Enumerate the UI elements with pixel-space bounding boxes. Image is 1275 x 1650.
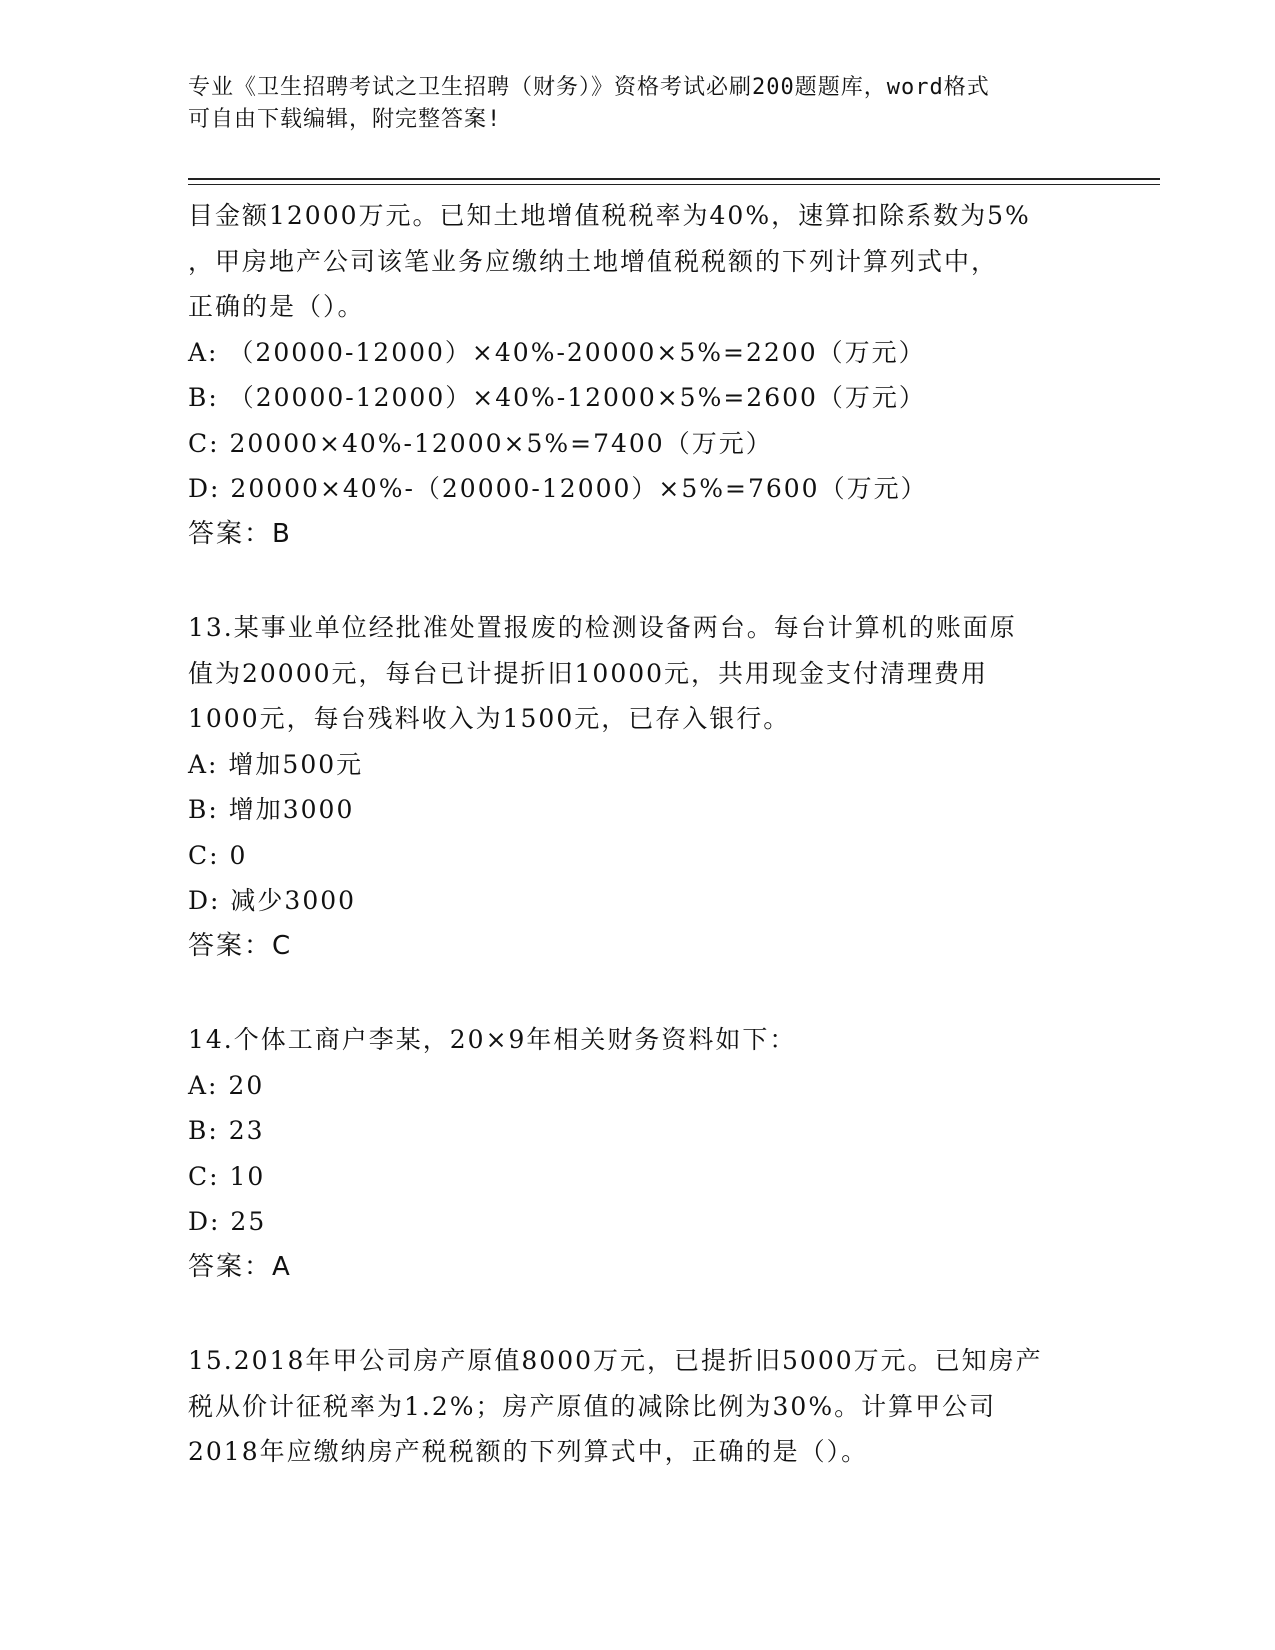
header-divider-thin <box>188 184 1160 185</box>
option-c: C: 10 <box>188 1161 266 1191</box>
question-stem-line: 2018年应缴纳房产税税额的下列算式中，正确的是（）。 <box>188 1437 869 1466</box>
question-stem-line: 值为20000元，每台已计提折旧10000元，共用现金支付清理费用 <box>188 658 989 688</box>
question-list <box>188 193 1088 1475</box>
option-a: A: 20 <box>188 1070 265 1100</box>
question-stem-line: 15.2018年甲公司房产原值8000万元，已提折旧5000万元。已知房产 <box>188 1346 1043 1375</box>
question-stem-line: 税从价计征税率为1.2%；房产原值的减除比例为30%。计算甲公司 <box>188 1391 997 1421</box>
question-13 <box>188 605 1088 969</box>
header-line: 可自由下载编辑，附完整答案! <box>188 107 502 132</box>
option-d: D: 25 <box>188 1207 267 1236</box>
question-14 <box>188 1017 1088 1290</box>
answer-line: 答案：A <box>188 1251 292 1282</box>
option-c: C: 20000×40%-12000×5%=7400（万元） <box>188 428 773 458</box>
answer-line: 答案：C <box>188 930 293 961</box>
option-a: A: （20000-12000）×40%-20000×5%=2200（万元） <box>188 337 926 367</box>
header-divider-thick <box>188 178 1160 180</box>
header-line: 专业《卫生招聘考试之卫生招聘（财务）》资格考试必刷200题题库，word格式 <box>188 75 990 100</box>
option-b: B: 23 <box>188 1116 265 1145</box>
question-stem-line: 目金额12000万元。已知土地增值税税率为40%，速算扣除系数为5% <box>188 201 1031 230</box>
answer-line: 答案：B <box>188 518 292 549</box>
question-stem-line: ，甲房地产公司该笔业务应缴纳土地增值税税额的下列计算列式中， <box>188 246 999 276</box>
question-15 <box>188 1338 1088 1475</box>
option-c: C: 0 <box>188 840 248 870</box>
document-header <box>188 72 1108 136</box>
option-d: D: 20000×40%-（20000-12000）×5%=7600（万元） <box>188 474 928 503</box>
option-b: B: （20000-12000）×40%-12000×5%=2600（万元） <box>188 383 926 412</box>
option-a: A: 增加500元 <box>188 749 364 779</box>
question-12 <box>188 193 1088 557</box>
question-stem-line: 正确的是（）。 <box>188 292 365 321</box>
question-stem-line: 1000元，每台残料收入为1500元，已存入银行。 <box>188 704 791 733</box>
question-stem-line: 14.个体工商户李某，20×9年相关财务资料如下： <box>188 1025 797 1054</box>
option-d: D: 减少3000 <box>188 886 357 915</box>
question-stem-line: 13.某事业单位经批准处置报废的检测设备两台。每台计算机的账面原 <box>188 613 1017 642</box>
option-b: B: 增加3000 <box>188 795 355 824</box>
